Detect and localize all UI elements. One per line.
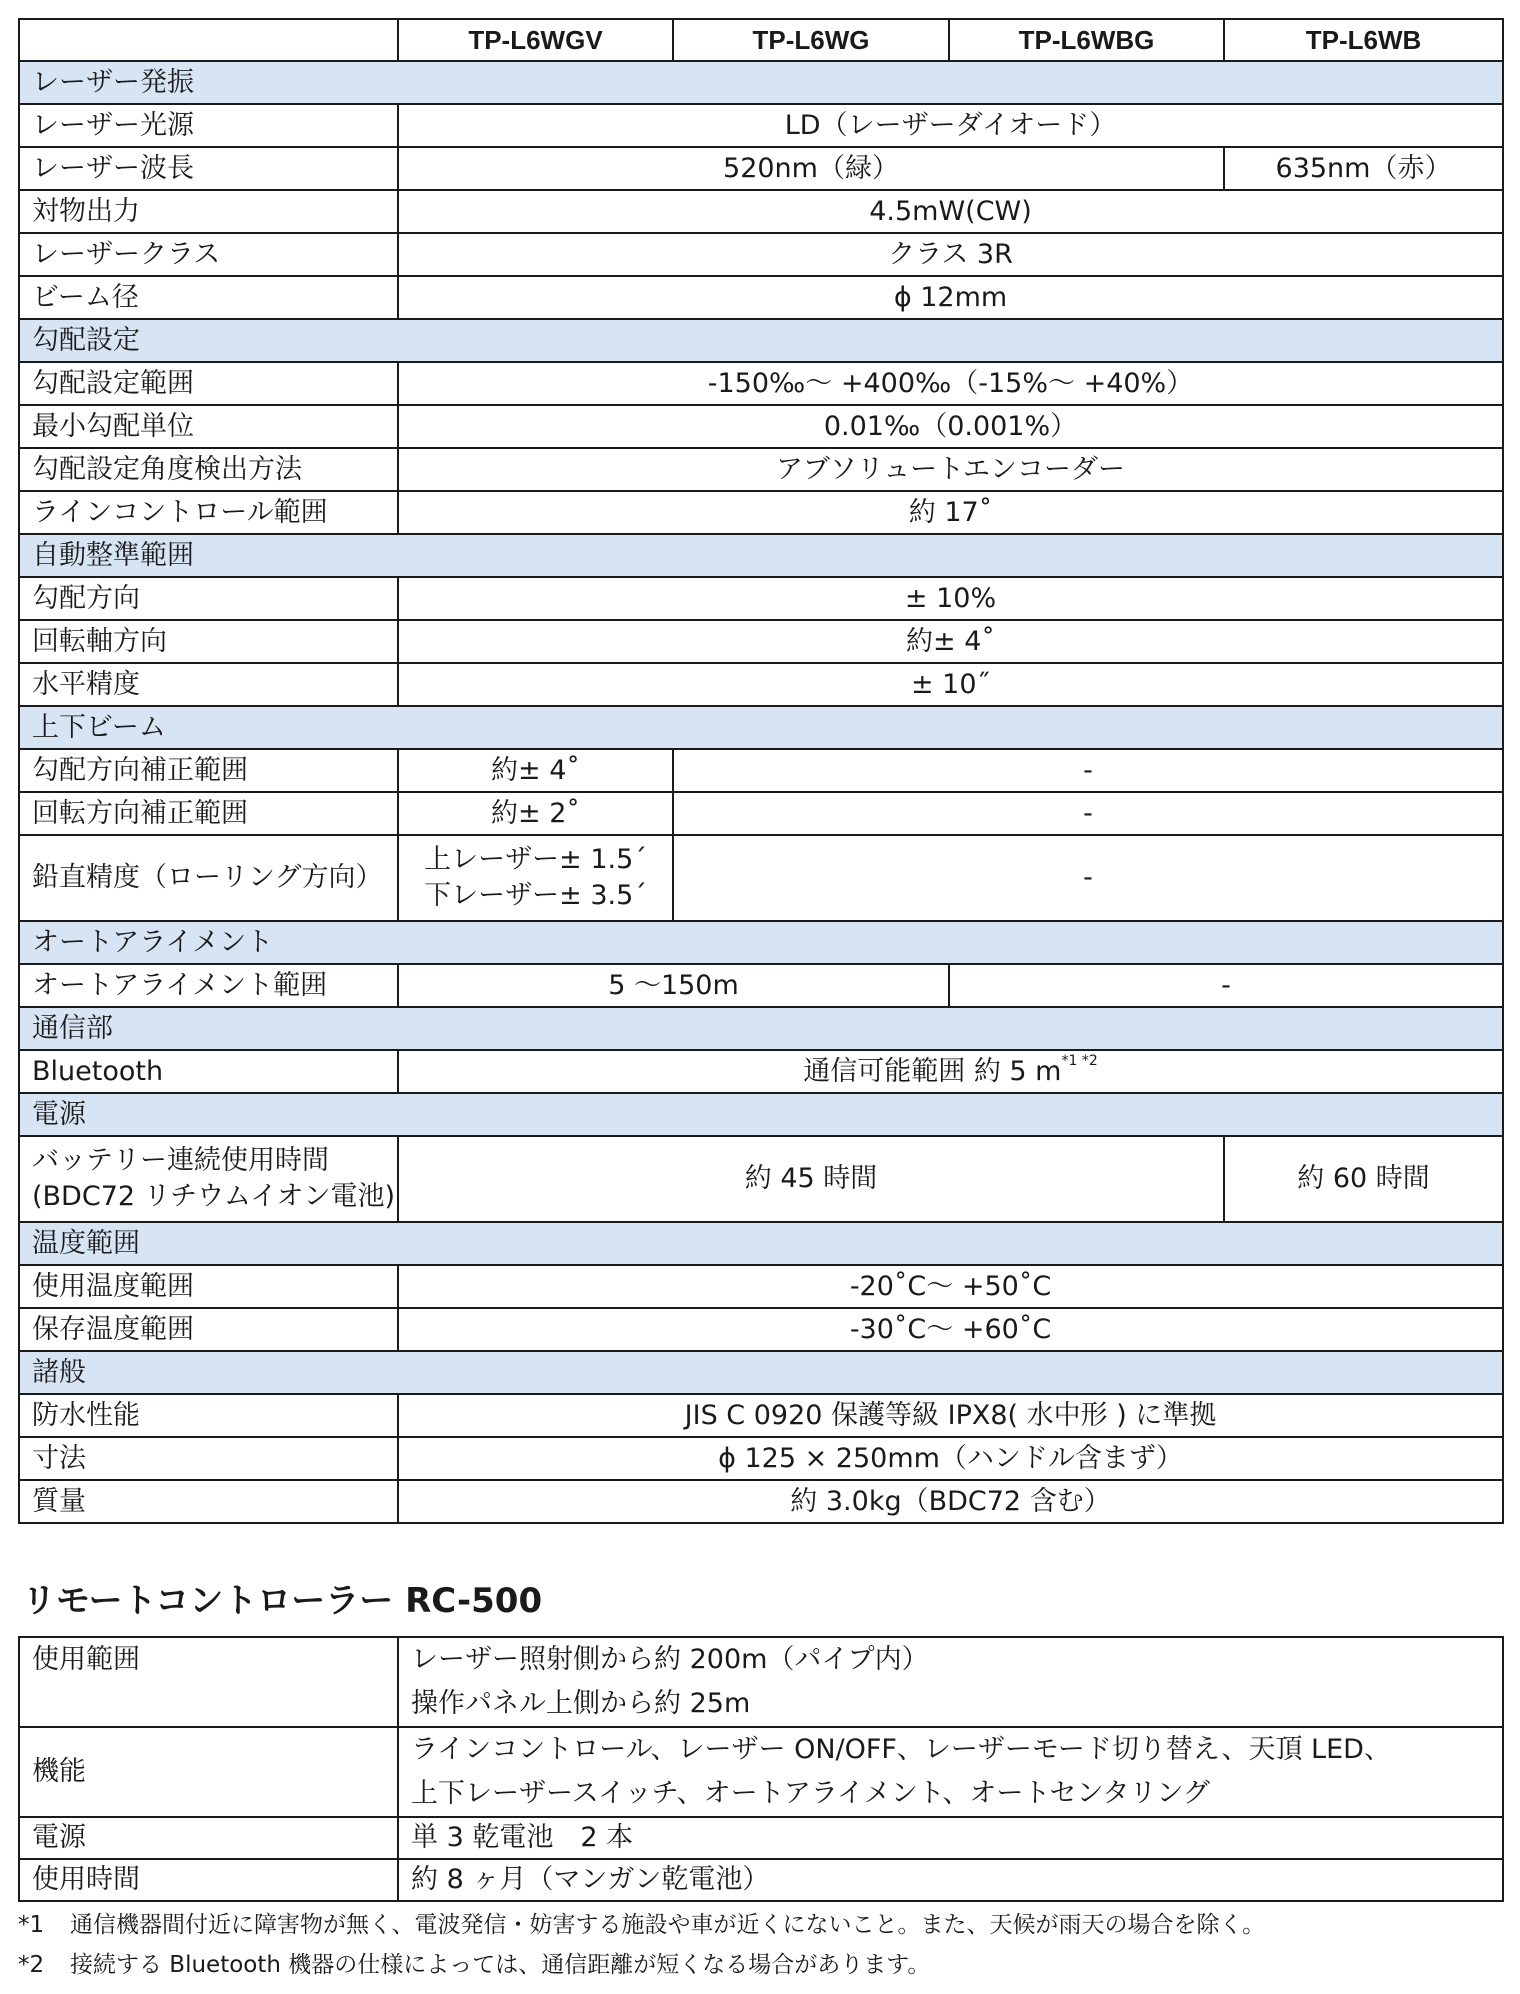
section-align: オートアライメント — [19, 921, 1503, 964]
row-label: 保存温度範囲 — [19, 1308, 398, 1351]
bluetooth-range: 通信可能範囲 約 5 m — [803, 1055, 1062, 1087]
remote-title: リモートコントローラー RC-500 — [22, 1581, 543, 1621]
row-value: 約 17˚ — [398, 491, 1503, 534]
row-label: 勾配方向 — [19, 577, 398, 620]
row-label: Bluetooth — [19, 1050, 398, 1093]
row-value: アブソリュートエンコーダー — [398, 448, 1503, 491]
row-label: オートアライメント範囲 — [19, 964, 398, 1007]
remote-row-value — [398, 1727, 1503, 1817]
row-value: ± 10˝ — [398, 663, 1503, 706]
footnote — [18, 1905, 1265, 1945]
section-grade: 勾配設定 — [19, 319, 1503, 362]
row-value: 約± 4˚ — [398, 749, 673, 792]
row-value-na: - — [673, 749, 1503, 792]
row-value — [398, 1050, 1503, 1093]
battery-label-line2: (BDC72 リチウムイオン電池) — [32, 1181, 396, 1212]
function-line-1: ラインコントロール、レーザー ON/OFF、レーザーモード切り替え、天頂 LED、 — [411, 1734, 1391, 1765]
row-value: 5 ～150m — [398, 964, 949, 1007]
section-leveling: 自動整準範囲 — [19, 534, 1503, 577]
model-tp-l6wb: TP-L6WB — [1224, 19, 1503, 61]
row-value: -20˚C～ +50˚C — [398, 1265, 1503, 1308]
row-label: 使用温度範囲 — [19, 1265, 398, 1308]
row-value: JIS C 0920 保護等級 IPX8( 水中形 ) に準拠 — [398, 1394, 1503, 1437]
battery-label-line1: バッテリー連続使用時間 — [32, 1145, 329, 1176]
remote-row-label: 使用範囲 — [19, 1637, 398, 1727]
row-label: 回転方向補正範囲 — [19, 792, 398, 835]
row-label: レーザー光源 — [19, 104, 398, 147]
range-line-2: 操作パネル上側から約 25m — [411, 1688, 751, 1719]
row-value: 0.01‰（0.001%） — [398, 405, 1503, 448]
row-value: 635nm（赤） — [1224, 147, 1503, 190]
row-value: クラス 3R — [398, 233, 1503, 276]
row-label: 鉛直精度（ローリング方向） — [19, 835, 398, 921]
upper-laser-accuracy: 上レーザー± 1.5´ — [424, 844, 647, 875]
footnote-text: 通信機器間付近に障害物が無く、電波発信・妨害する施設や車が近くにないこと。また、天候が雨天の場合を除く。 — [70, 1912, 1266, 1938]
row-value: 約± 2˚ — [398, 792, 673, 835]
remote-row-label: 機能 — [19, 1727, 398, 1817]
header-blank — [19, 19, 398, 61]
row-value: LD（レーザーダイオード） — [398, 104, 1503, 147]
row-label: 水平精度 — [19, 663, 398, 706]
spec-table — [18, 18, 1504, 1524]
footnote — [18, 1945, 1265, 1985]
row-label: 勾配方向補正範囲 — [19, 749, 398, 792]
row-label: 質量 — [19, 1480, 398, 1523]
row-label: ラインコントロール範囲 — [19, 491, 398, 534]
row-label: 最小勾配単位 — [19, 405, 398, 448]
footnote-ref: *1 *2 — [1061, 1052, 1098, 1069]
row-value — [398, 835, 673, 921]
row-value-na: - — [673, 835, 1503, 921]
footnotes — [18, 1905, 1265, 1985]
model-tp-l6wbg: TP-L6WBG — [949, 19, 1224, 61]
function-line-2: 上下レーザースイッチ、オートアライメント、オートセンタリング — [411, 1778, 1210, 1809]
remote-row-label: 電源 — [19, 1817, 398, 1859]
range-line-1: レーザー照射側から約 200m（パイプ内） — [411, 1644, 929, 1675]
section-laser: レーザー発振 — [19, 61, 1503, 104]
row-label: 勾配設定角度検出方法 — [19, 448, 398, 491]
row-value: 約 60 時間 — [1224, 1136, 1503, 1222]
row-value-na: - — [673, 792, 1503, 835]
row-label: 回転軸方向 — [19, 620, 398, 663]
remote-row-value — [398, 1637, 1503, 1727]
row-value: ϕ 12mm — [398, 276, 1503, 319]
row-label: ビーム径 — [19, 276, 398, 319]
remote-spec-table — [18, 1636, 1504, 1902]
row-label: レーザークラス — [19, 233, 398, 276]
row-value: 約 45 時間 — [398, 1136, 1224, 1222]
row-label: 寸法 — [19, 1437, 398, 1480]
row-label: 防水性能 — [19, 1394, 398, 1437]
model-tp-l6wg: TP-L6WG — [673, 19, 949, 61]
row-label: 勾配設定範囲 — [19, 362, 398, 405]
row-value: ϕ 125 × 250mm（ハンドル含まず） — [398, 1437, 1503, 1480]
section-general: 諸般 — [19, 1351, 1503, 1394]
remote-row-value: 約 8 ヶ月（マンガン乾電池） — [398, 1859, 1503, 1901]
footnote-text: 接続する Bluetooth 機器の仕様によっては、通信距離が短くなる場合があります。 — [70, 1952, 931, 1978]
row-value-na: - — [949, 964, 1503, 1007]
row-label: レーザー波長 — [19, 147, 398, 190]
lower-laser-accuracy: 下レーザー± 3.5´ — [424, 880, 647, 911]
row-value: -30˚C～ +60˚C — [398, 1308, 1503, 1351]
row-value: 520nm（緑） — [398, 147, 1224, 190]
row-label — [19, 1136, 398, 1222]
row-value: 約± 4˚ — [398, 620, 1503, 663]
footnote-mark: *1 — [18, 1912, 45, 1938]
section-comm: 通信部 — [19, 1007, 1503, 1050]
row-label: 対物出力 — [19, 190, 398, 233]
remote-row-value: 単 3 乾電池 2 本 — [398, 1817, 1503, 1859]
row-value: ± 10% — [398, 577, 1503, 620]
row-value: -150‰～ +400‰（-15%～ +40%） — [398, 362, 1503, 405]
model-tp-l6wgv: TP-L6WGV — [398, 19, 673, 61]
section-power: 電源 — [19, 1093, 1503, 1136]
section-updown: 上下ビーム — [19, 706, 1503, 749]
row-value: 4.5mW(CW) — [398, 190, 1503, 233]
footnote-mark: *2 — [18, 1952, 45, 1978]
remote-row-label: 使用時間 — [19, 1859, 398, 1901]
section-temp: 温度範囲 — [19, 1222, 1503, 1265]
row-value: 約 3.0kg（BDC72 含む） — [398, 1480, 1503, 1523]
header-row — [19, 19, 1503, 61]
